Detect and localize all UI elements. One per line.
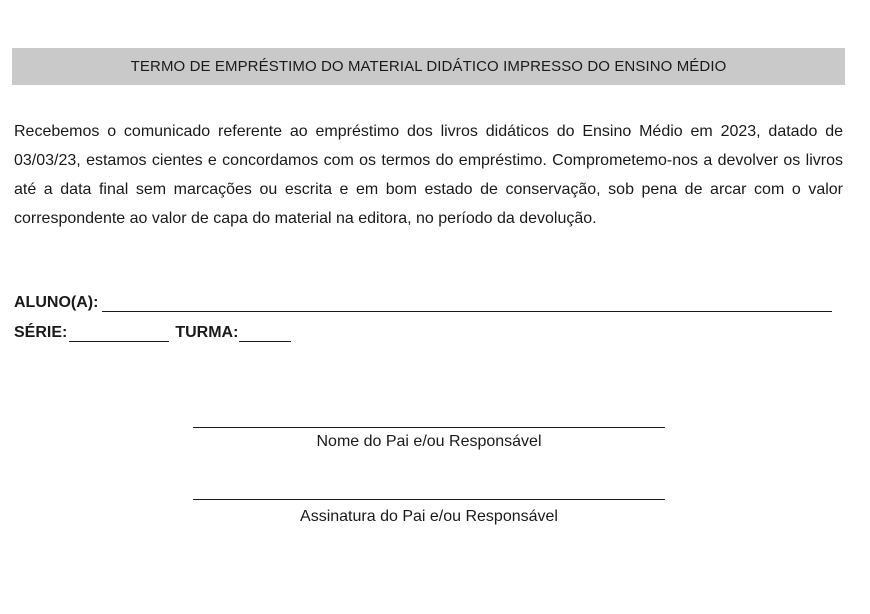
- body-paragraph: Recebemos o comunicado referente ao empréstimo dos livros didáticos do Ensino Médio em 2023, datado de 03/03/23, estamos cientes e concordamos com os termos do empréstimo. Comprometemo-nos a devolver os livros até a data final sem marcações ou escrita e em bom estado de conservação, sob pena de arcar com o valor correspondente ao valor de capa do material na editora, no período da devolução.: [14, 123, 843, 227]
- serie-label: SÉRIE:: [14, 324, 68, 341]
- parent-signature-line[interactable]: [193, 499, 665, 500]
- serie-turma-field-row: [14, 324, 291, 342]
- turma-label: TURMA:: [175, 324, 239, 341]
- turma-blank[interactable]: [239, 325, 291, 342]
- aluno-blank[interactable]: [102, 295, 832, 312]
- serie-blank[interactable]: [69, 325, 169, 342]
- document-title: TERMO DE EMPRÉSTIMO DO MATERIAL DIDÁTICO IMPRESSO DO ENSINO MÉDIO: [130, 58, 727, 75]
- aluno-label: ALUNO(A):: [14, 294, 99, 311]
- aluno-field-row: [14, 294, 832, 312]
- parent-name-caption: Nome do Pai e/ou Responsável: [316, 433, 542, 450]
- parent-name-line[interactable]: [193, 427, 665, 428]
- title-banner: [12, 48, 845, 85]
- parent-signature-caption: Assinatura do Pai e/ou Responsável: [300, 508, 558, 525]
